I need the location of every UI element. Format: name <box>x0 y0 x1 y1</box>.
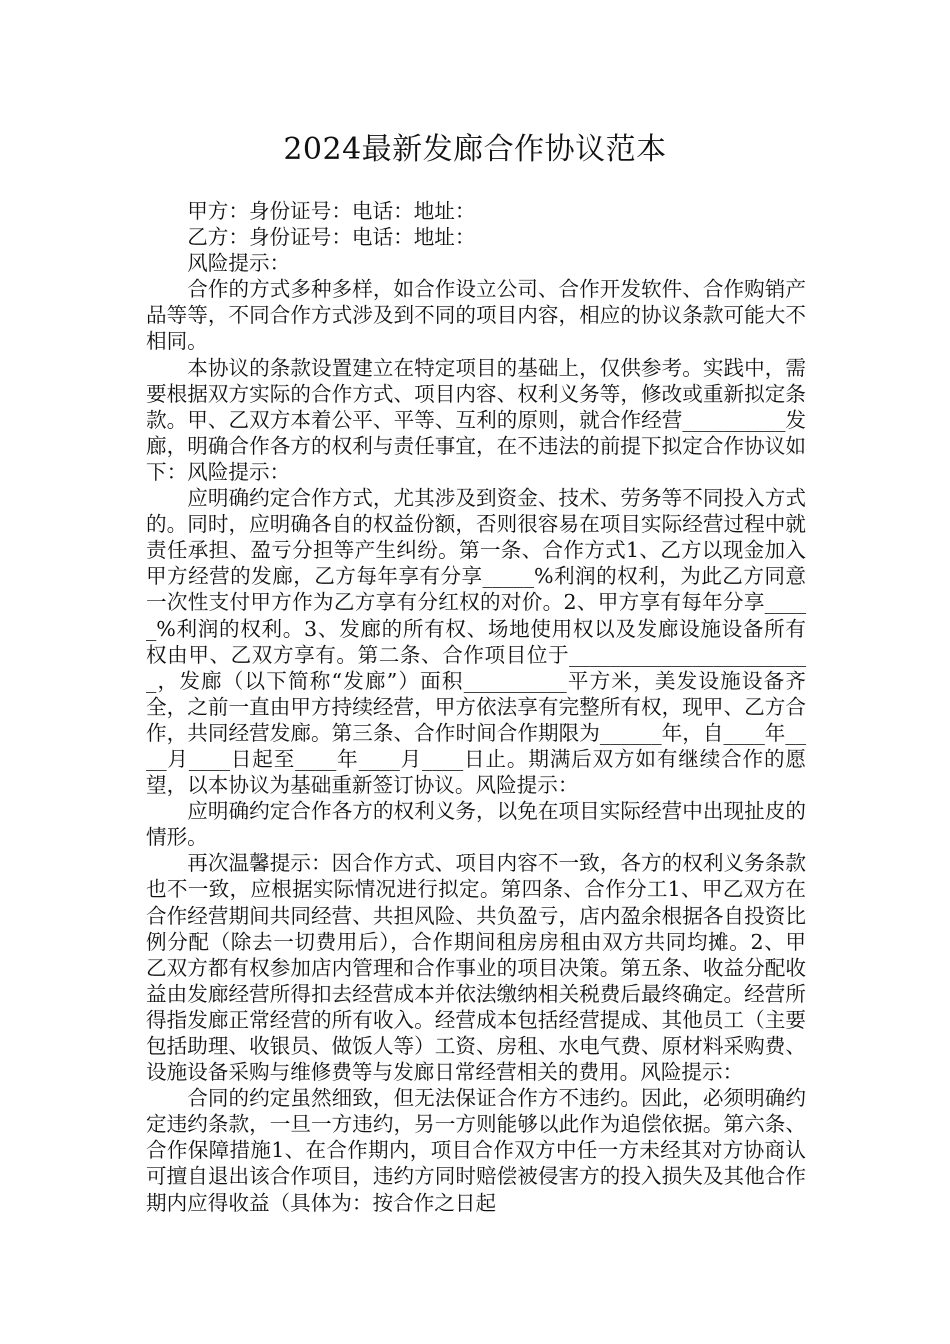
paragraph: 合作的方式多种多样，如合作设立公司、合作开发软件、合作购销产品等等，不同合作方式涉及到不同的项目内容，相应的协议条款可能大不相同。 <box>146 277 806 354</box>
paragraph: 再次温馨提示：因合作方式、项目内容不一致，各方的权利义务条款也不一致，应根据实际情况进行拟定。第四条、合作分工1、甲乙双方在合作经营期间共同经营、共担风险、共负盈亏，店内盈余根据各自投资比例分配（除去一切费用后），合作期间租房房租由双方共同均摊。2、甲乙双方都有权参加店内管理和合作事业的项目决策。第五条、收益分配收益由发廊经营所得扣去经营成本并依法缴纳相关税费后最终确定。经营所得指发廊正常经营的所有收入。经营成本包括经营提成、其他员工（主要包括助理、收银员、做饭人等）工资、房租、水电气费、原材料采购费、设施设备采购与维修费等与发廊日常经营相关的费用。风险提示： <box>146 851 806 1085</box>
party-b-line: 乙方：身份证号：电话：地址： <box>187 225 476 250</box>
risk-tip-heading: 风险提示： <box>187 251 291 276</box>
document-body <box>146 198 806 1216</box>
party-a-line: 甲方：身份证号：电话：地址： <box>187 199 476 223</box>
paragraph: 合同的约定虽然细致，但无法保证合作方不违约。因此，必须明确约定违约条款，一旦一方违约，另一方则能够以此作为追偿依据。第六条、合作保障措施1、在合作期内，项目合作双方中任一方未经其对方协商认可擅自退出该合作项目，违约方同时赔偿被侵害方的投入损失及其他合作期内应得收益（具体为：按合作之日起 <box>146 1086 806 1215</box>
paragraph: 应明确约定合作各方的权利义务，以免在项目实际经营中出现扯皮的情形。 <box>146 799 806 850</box>
paragraph: 应明确约定合作方式，尤其涉及到资金、技术、劳务等不同投入方式的。同时，应明确各自的权益份额，否则很容易在项目实际经营过程中就责任承担、盈亏分担等产生纠纷。第一条、合作方式1、乙方以现金加入甲方经营的发廊，乙方每年享有分享_____%利润的权利，为此乙方同意一次性支付甲方作为乙方享有分红权的对价。2、甲方享有每年分享_____%利润的权利。3、发廊的所有权、场地使用权以及发廊设施设备所有权由甲、乙双方享有。第二条、合作项目位于________________________，发廊（以下简称“发廊”）面积__________平方米，美发设施设备齐全，之前一直由甲方持续经营，甲方依法享有完整所有权，现甲、乙方合作，共同经营发廊。第三条、合作时间合作期限为______年，自____年____月____日起至____年____月____日止。期满后双方如有继续合作的愿望，以本协议为基础重新签订协议。风险提示： <box>146 486 806 798</box>
document-title: 2024最新发廊合作协议范本 <box>283 132 667 167</box>
paragraph: 本协议的条款设置建立在特定项目的基础上，仅供参考。实践中，需要根据双方实际的合作方式、项目内容、权利义务等，修改或重新拟定条款。甲、乙双方本着公平、平等、互利的原则，就合作经营__________发廊，明确合作各方的权利与责任事宜，在不违法的前提下拟定合作协议如下：风险提示： <box>146 355 806 484</box>
